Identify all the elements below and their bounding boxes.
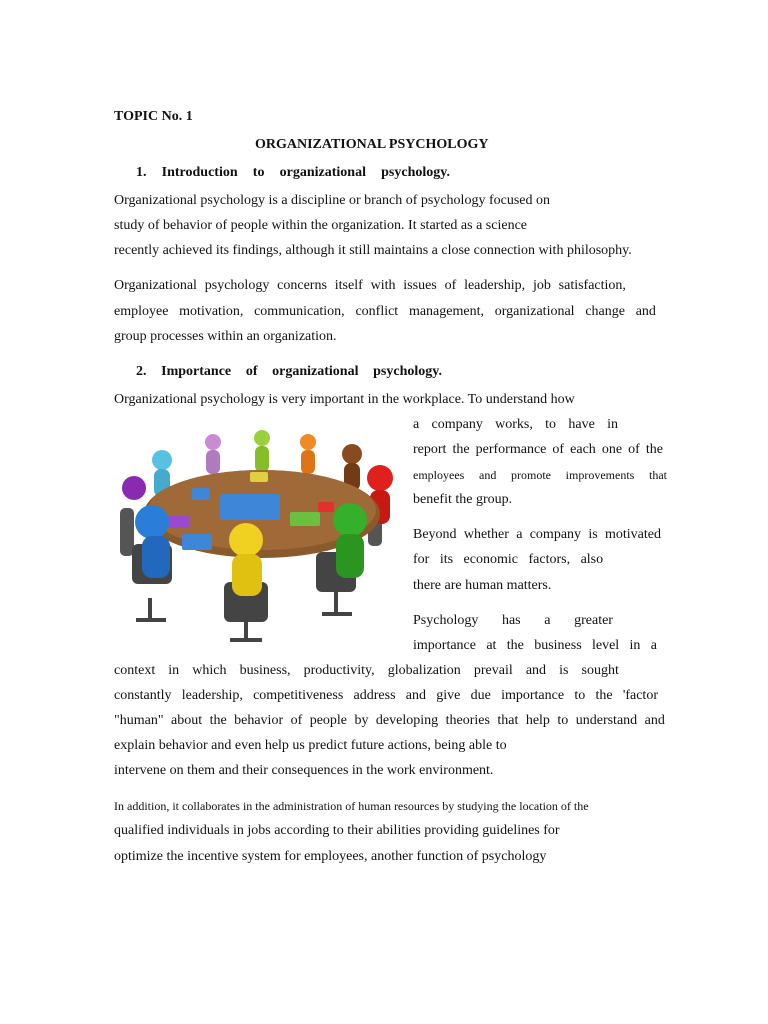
word: performance [475,442,547,457]
heading-word: 2. [136,364,147,379]
word: in [607,417,618,432]
body-line: recently achieved its findings, although it still maintains a close connection with philosophy. [114,243,632,258]
word: company [529,527,582,542]
body-line-justified [114,303,656,321]
word: a [650,638,657,653]
heading-word: to [252,165,265,180]
word: business [534,638,582,653]
word: issues [403,278,437,293]
word: help [525,713,550,728]
heading-word: psychology. [373,364,442,379]
word: the [506,638,524,653]
word: address [353,688,396,703]
word: is [588,527,598,542]
word: employee [114,304,169,319]
word: "human" [114,713,164,728]
word: conflict [355,304,399,319]
word: theories [445,713,490,728]
body-line: explain behavior and even help us predict future actions, being able to [114,738,507,753]
heading-word: organizational [272,364,359,379]
word: the [645,442,663,457]
heading-word: of [245,364,258,379]
body-line-justified [114,712,665,730]
word: and [635,304,656,319]
word: a [516,527,523,542]
word: of [290,713,303,728]
word: leadership, [181,688,243,703]
word: Psychology [413,613,479,628]
word: context [114,663,156,678]
word: satisfaction, [558,278,626,293]
body-line: qualified individuals in jobs according to their abilities providing guidelines for [114,823,560,838]
side-line [413,637,657,655]
word: that [497,713,519,728]
word: and [525,663,547,678]
word: each [570,442,596,457]
heading-word: Importance [161,364,232,379]
word: level [591,638,620,653]
word: have [568,417,595,432]
side-line [413,441,663,459]
word: at [486,638,497,653]
word: productivity, [303,663,375,678]
body-line-justified [114,277,626,295]
body-line: group processes within an organization. [114,329,337,344]
word: in [168,663,180,678]
word: concerns [277,278,327,293]
word: understand [575,713,638,728]
word: sought [581,663,619,678]
word: prevail [473,663,513,678]
word: employees [413,468,465,482]
word: and [644,713,665,728]
word: behavior [234,713,284,728]
topic-label: TOPIC No. 1 [114,109,193,124]
body-line-justified [114,662,619,680]
word: of [628,442,640,457]
word: importance [413,638,476,653]
word: to [574,688,586,703]
word: the [452,442,470,457]
side-line: benefit the group. [413,492,513,507]
word: whether [463,527,509,542]
word: a [544,613,551,628]
word: job [532,278,551,293]
word: the [595,688,613,703]
word: motivated [604,527,661,542]
word: communication, [254,304,345,319]
word: developing [375,713,439,728]
word: importance [501,688,565,703]
word: has [501,613,521,628]
word: to [557,713,569,728]
heading-word: psychology. [381,165,450,180]
word: report [413,442,447,457]
word: and [479,468,497,482]
word: that [649,468,667,482]
word: a [413,417,420,432]
word: management, [408,304,484,319]
page-title: ORGANIZATIONAL PSYCHOLOGY [255,137,489,152]
word: promote [511,468,551,482]
word: of [444,278,457,293]
word: leadership, [464,278,526,293]
word: motivation, [179,304,244,319]
side-line [413,416,618,434]
body-line: intervene on them and their consequences in the work environment. [114,763,494,778]
word: to [545,417,557,432]
word: Beyond [413,527,457,542]
word: about [171,713,203,728]
word: business, [239,663,291,678]
word: the [209,713,227,728]
side-line [413,526,661,544]
body-line: optimize the incentive system for employees, another function of psychology [114,849,547,864]
word: psychology [204,278,270,293]
word: give [436,688,461,703]
word: with [370,278,396,293]
team-round-table-illustration [112,422,408,650]
word: due [470,688,491,703]
body-line-justified [114,687,658,705]
body-line: In addition, it collaborates in the administration of human resources by studying the location of the [114,799,589,813]
section2-heading [136,363,442,381]
side-line [413,466,667,484]
side-line: there are human matters. [413,578,552,593]
word: competitiveness [253,688,344,703]
heading-word: Introduction [161,165,238,180]
word: is [559,663,569,678]
word: organizational [494,304,575,319]
word: change [585,304,625,319]
side-line: for its economic factors, also [413,552,604,567]
word: by [354,713,369,728]
word: globalization [387,663,461,678]
word: people [309,713,348,728]
word: improvements [565,468,635,482]
heading-word: organizational [279,165,366,180]
section1-heading [136,164,450,182]
word: constantly [114,688,172,703]
body-line: study of behavior of people within the organization. It started as a science [114,218,527,233]
heading-word: 1. [136,165,147,180]
word: one [601,442,623,457]
word: company [431,417,483,432]
word: of [552,442,565,457]
word: Organizational [114,278,197,293]
side-line [413,612,613,630]
body-line: Organizational psychology is a discipline or branch of psychology focused on [114,193,550,208]
word: and [405,688,426,703]
body-line: Organizational psychology is very important in the workplace. To understand how [114,392,575,407]
word: which [192,663,227,678]
word: itself [334,278,363,293]
word: in [629,638,641,653]
word: greater [574,613,613,628]
word: 'factor [622,688,658,703]
word: works, [495,417,533,432]
